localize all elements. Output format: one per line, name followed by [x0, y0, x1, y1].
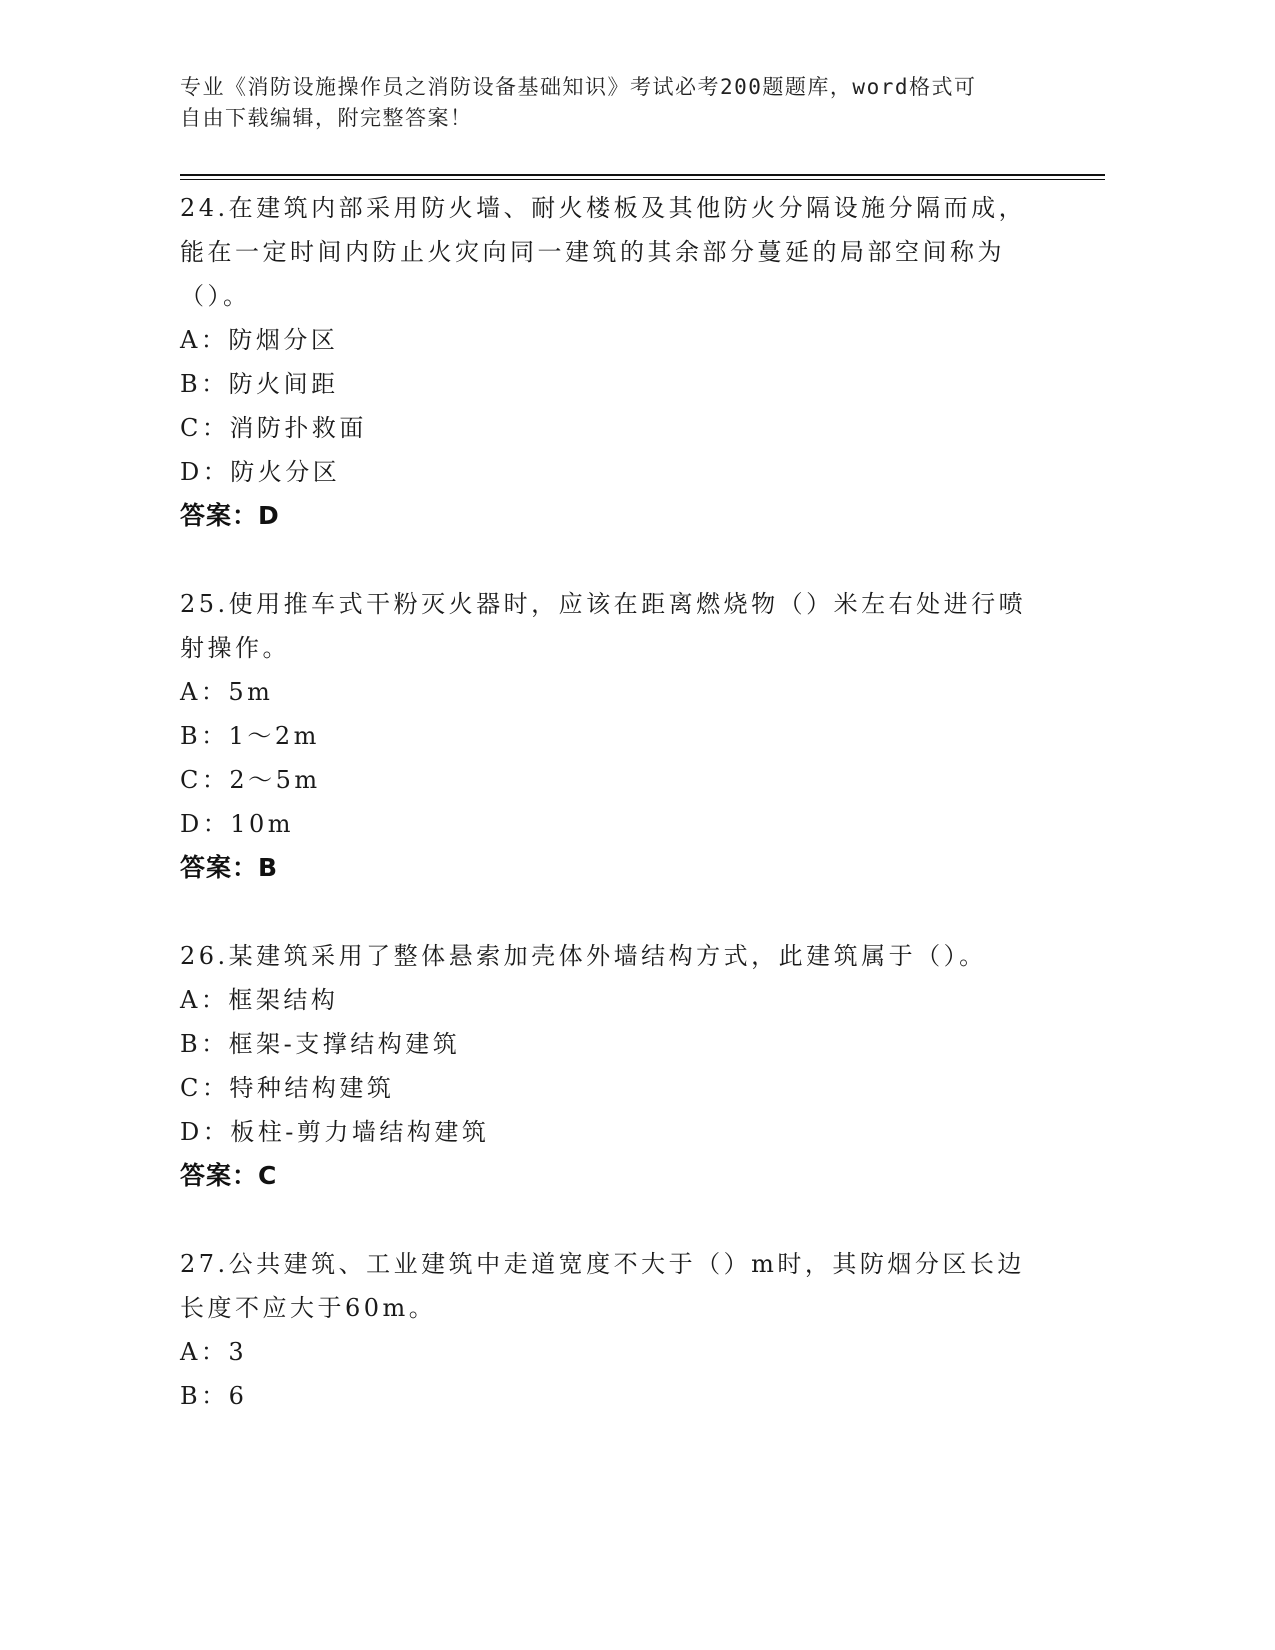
option-c: C：特种结构建筑 — [180, 1074, 395, 1102]
question-text — [180, 934, 1080, 978]
question-24 — [180, 186, 1080, 538]
question-line: 能在一定时间内防止火灾向同一建筑的其余部分蔓延的局部空间称为 — [180, 238, 1005, 266]
question-text — [180, 1242, 1080, 1330]
answer-label: 答案：D — [180, 501, 280, 530]
header-line-1: 专业《消防设施操作员之消防设备基础知识》考试必考200题题库，word格式可 — [180, 75, 977, 99]
option-a: A：防烟分区 — [180, 326, 339, 354]
answer-label: 答案：B — [180, 853, 279, 882]
question-25 — [180, 582, 1080, 890]
question-line: 射操作。 — [180, 634, 290, 662]
option-c: C：消防扑救面 — [180, 414, 367, 442]
header-divider-thick — [180, 174, 1105, 176]
answer-label: 答案：C — [180, 1161, 278, 1190]
question-line: 26.某建筑采用了整体悬索加壳体外墙结构方式，此建筑属于（）。 — [180, 942, 987, 970]
question-line: 25.使用推车式干粉灭火器时，应该在距离燃烧物（）米左右处进行喷 — [180, 590, 1027, 618]
document-header — [180, 72, 1040, 134]
option-b: B：防火间距 — [180, 370, 339, 398]
option-a: A：3 — [180, 1338, 248, 1366]
question-list — [180, 186, 1080, 1462]
option-a: A：5m — [180, 678, 274, 706]
option-b: B：6 — [180, 1382, 248, 1410]
question-line: 24.在建筑内部采用防火墙、耐火楼板及其他防火分隔设施分隔而成， — [180, 194, 1027, 222]
option-b: B：1～2m — [180, 722, 320, 750]
question-text — [180, 582, 1080, 670]
question-26 — [180, 934, 1080, 1198]
option-d: D：防火分区 — [180, 458, 341, 486]
question-line: （）。 — [180, 282, 251, 310]
header-divider-thin — [180, 179, 1105, 180]
question-line: 长度不应大于60m。 — [180, 1294, 437, 1322]
option-b: B：框架-支撑结构建筑 — [180, 1030, 461, 1058]
option-d: D：10m — [180, 810, 295, 838]
question-line: 27.公共建筑、工业建筑中走道宽度不大于（）m时，其防烟分区长边 — [180, 1250, 1025, 1278]
option-a: A：框架结构 — [180, 986, 339, 1014]
question-27 — [180, 1242, 1080, 1418]
option-d: D：板柱-剪力墙结构建筑 — [180, 1118, 490, 1146]
option-c: C：2～5m — [180, 766, 321, 794]
header-line-2: 自由下载编辑，附完整答案！ — [180, 106, 473, 130]
question-text — [180, 186, 1080, 318]
